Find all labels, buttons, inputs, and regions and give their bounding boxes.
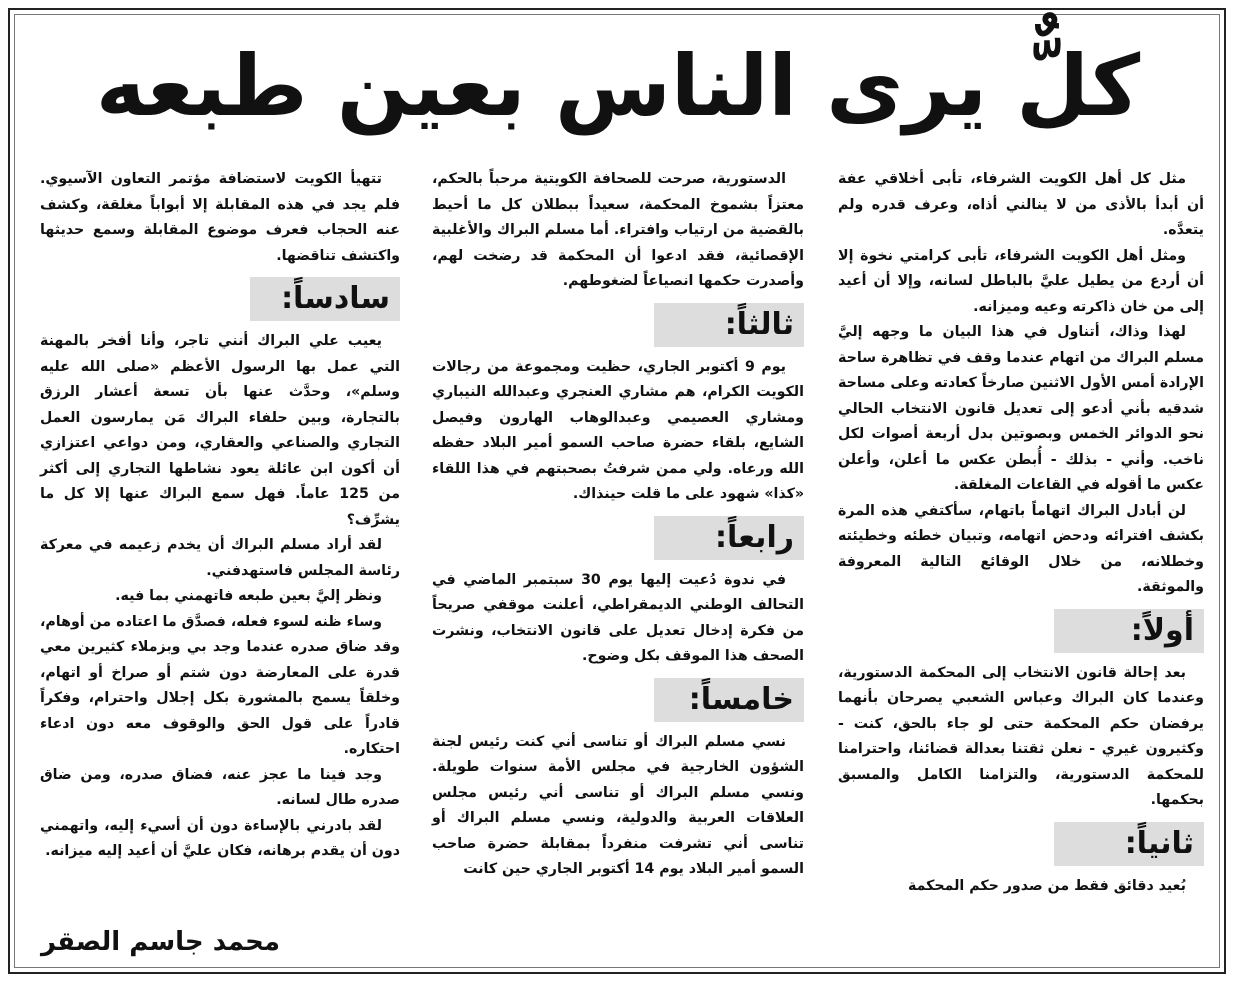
article-title: كلٌّ يرى الناس بعين طبعه: [95, 37, 1141, 135]
column-left: [40, 167, 400, 865]
section-heading-third: ثالثاً:: [654, 303, 804, 347]
section-heading-second: ثانياً:: [1054, 822, 1204, 866]
section-heading-fourth: رابعاً:: [654, 516, 804, 560]
column-middle: [432, 167, 804, 883]
paragraph: وساء ظنه لسوء فعله، فصدَّق ما اعتاده من أوهام، وقد ضاق صدره عندما وجد بي وبزملاء كثيرين معي قدرة على المعارضة دون شتم أو صراخ أو اتهام، وخلقاً يسمح بالمشورة بكل إجلال واحترام، وفكراً قادراً على قول الحق والوقوف معه دون ادعاء احتكاره.: [40, 613, 400, 757]
paragraph: مثل كل أهل الكويت الشرفاء، تأبى أخلاقي عفة أن أبدأ بالأذى من لا ينالني أذاه، وعرف قدره ولم يتعدَّه.: [838, 171, 1204, 238]
paragraph: تتهيأ الكويت لاستضافة مؤتمر التعاون الآسيوي. فلم يجد في هذه المقابلة إلا أبواباً مغلقة، وكشف عنه الحجاب فعرف موضوع المقابلة وسمع حديثها واكتشف تناقضها.: [40, 171, 400, 264]
paragraph: يوم 9 أكتوبر الجاري، حظيت ومجموعة من رجالات الكويت الكرام، هم مشاري العنجري وعبدالله النيباري ومشاري العصيمي وعبدالوهاب الهارون وفيصل الشايع، بلقاء حضرة صاحب السمو أمير البلاد حفظه الله ورعاه. ولي ممن شرفتُ بصحبتهم في هذا اللقاء «كذا» شهود على ما قلت حينذاك.: [432, 358, 804, 502]
paragraph: نسي مسلم البراك أو تناسى أني كنت رئيس لجنة الشؤون الخارجية في مجلس الأمة سنوات طويلة. ونسي مسلم البراك أو تناسى أني رئيس مجلس العلاقات العربية والدولية، ونسي مسلم البراك أو تناسى أني تشرفت منفرداً بمقابلة حضرة صاحب السمو أمير البلاد يوم 14 أكتوبر الجاري حين كانت: [432, 733, 804, 877]
section-heading-first: أولاً:: [1054, 609, 1204, 653]
paragraph: ومثل أهل الكويت الشرفاء، تأبى كرامتي نخوة إلا أن أردع من يطيل عليَّ بالباطل لسانه، وإلا أن أعيد إلى من خان ذاكرته وعيه وميزانه.: [838, 247, 1204, 315]
paragraph: لن أبادل البراك اتهاماً باتهام، سأكتفي هذه المرة بكشف افترائه ودحض اتهامه، وتبيان خطئه وخطيئته وخطلانه، من خلال الوقائع التالية المعروفة والموثقة.: [838, 502, 1204, 595]
paragraph: لقد بادرني بالإساءة دون أن أسيء إليه، واتهمني دون أن يقدم برهانه، فكان عليَّ أن أعيد إليه ميزانه.: [40, 817, 400, 859]
paragraph: بُعيد دقائق فقط من صدور حكم المحكمة: [907, 877, 1186, 894]
paragraph: لهذا وذاك، أتناول في هذا البيان ما وجهه إليَّ مسلم البراك من اتهام عندما وقف في تظاهرة ساحة الإرادة أمس الأول الاثنين صارخاً كعادته وعلى مساحة شدقيه بأني أدعو إلى تعديل قانون الانتخاب الحالي نحو الدوائر الخمس وبصوتين بدل أربعة أصوات لكل ناخب. وأني - بذلك - أُبطن عكس ما أعلن، وأعلن عكس ما أقوله في القاعات المغلقة.: [838, 324, 1204, 493]
paragraph: الدستورية، صرحت للصحافة الكويتية مرحباً بالحكم، معتزاً بشموخ المحكمة، سعيداً ببطلان كل ما أحيط بالقضية من ارتياب وافتراء. أما مسلم البراك والأغلبية الإقصائية، فقد ادعوا أن المحكمة قد رضخت لهم، وأصدرت حكمها انصياعاً لضغوطهم.: [432, 171, 804, 289]
paragraph: يعيب علي البراك أنني تاجر، وأنا أفخر بالمهنة التي عمل بها الرسول الأعظم «صلى الله عليه وسلم»، وحدَّث عنها بأن تسعة أعشار الرزق بالتجارة، وبين حلفاء البراك مَن يمارسون العمل التجاري والصناعي والعقاري، ومن دواعي اعتزازي أن أكون ابن عائلة يعود نشاطها التجاري إلى أكثر من 125 عاماً. فهل سمع البراك عنها إلا كل ما يشرِّف؟: [40, 333, 400, 528]
section-heading-fifth: خامساً:: [654, 678, 804, 722]
paragraph: لقد أراد مسلم البراك أن يخدم زعيمه في معركة رئاسة المجلس فاستهدفني.: [40, 537, 400, 579]
author-signature: محمد جاسم الصقر: [40, 927, 280, 957]
paragraph: بعد إحالة قانون الانتخاب إلى المحكمة الدستورية، وعندما كان البراك وعباس الشعبي يصرحان بأنهما يرفضان حكم المحكمة حتى لو جاء بالحق، كنت - وكثيرون غيري - نعلن ثقتنا بعدالة قضائنا، واحترامنا للمحكمة الدستورية، والتزامنا الكامل والمسبق بحكمها.: [838, 664, 1204, 808]
section-heading-sixth: سادساً:: [250, 277, 400, 321]
paragraph: ونظر إليَّ بعين طبعه فاتهمني بما فيه.: [115, 588, 382, 604]
paragraph: وجد فينا ما عجز عنه، فضاق صدره، ومن ضاق صدره طال لسانه.: [40, 766, 400, 808]
column-right: [838, 167, 1204, 899]
paragraph: في ندوة دُعيت إليها يوم 30 سبتمبر الماضي في التحالف الوطني الديمقراطي، أعلنت موقفي صريحاً من فكرة إدخال تعديل على قانون الانتخاب، ونشرت الصحف هذا الموقف بكل وضوح.: [432, 571, 804, 664]
